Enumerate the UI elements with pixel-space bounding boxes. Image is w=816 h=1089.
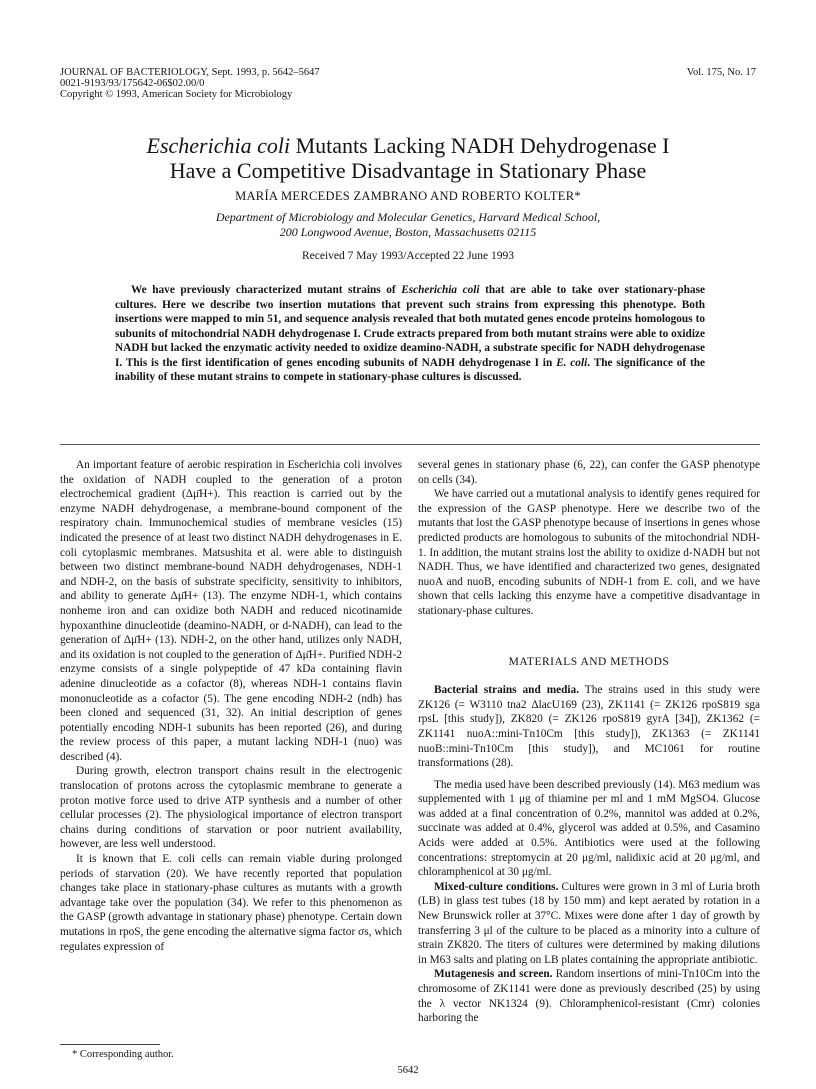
- footnote-divider: [60, 1044, 160, 1045]
- mutagenesis-subheading: Mutagenesis and screen.: [434, 968, 553, 981]
- abstract: [115, 283, 705, 385]
- mutagenesis-paragraph: [418, 967, 760, 1025]
- abstract-organism-short: E. coli: [556, 356, 588, 369]
- abstract-text-2: that are able to take over stationary-phase cultures. Here we describe two insertion mutations that prevent such strains from expressing this phenotype. Both insertions were mapped to min 51, and sequence analysis revealed that both mutated genes encode proteins homologous to subunits of mitochondrial NADH dehydrogenase I. Crude extracts prepared from both mutant strains were able to oxidize NADH but lacked the enzymatic activity needed to oxidize deamino-NADH, a substrate specific for NADH dehydrogenase I. This is the first identification of genes encoding subunits of NADH dehydrogenase I in: [115, 284, 705, 369]
- copyright-line: Copyright © 1993, American Society for Microbiology: [60, 89, 293, 100]
- mixed-culture-subheading: Mixed-culture conditions.: [434, 880, 559, 893]
- abstract-divider: [60, 444, 760, 445]
- right-column: [418, 458, 760, 1026]
- page-number: 5642: [397, 1065, 419, 1076]
- abstract-text-1: We have previously characterized mutant strains of: [131, 284, 402, 296]
- mixed-culture-text: Cultures were grown in 3 ml of Luria broth (LB) in glass test tubes (18 by 150 mm) and kept aerated by rotation in a New Brunswick roller at 37°C. Mixes were done after 1 day of growth by transferring 3 μl of the culture to be placed as a minority into a culture of strain ZK820. The titers of cultures were determined by making dilutions in M63 salts and plating on LB plates containing the appropriate antibiotic.: [418, 880, 760, 966]
- mutagenesis-text: Random insertions of mini-Tn10Cm into the chromosome of ZK1141 were done as previously described (25) by using the λ vector NK1324 (9). Chloramphenicol-resistant (Cmr) colonies harboring the: [418, 968, 760, 1025]
- affiliation-line1: Department of Microbiology and Molecular Genetics, Harvard Medical School,: [215, 210, 601, 224]
- affiliation-line2: 200 Longwood Avenue, Boston, Massachusetts 02115: [279, 224, 537, 239]
- strains-text: The strains used in this study were ZK126 (= W3110 tna2 ΔlacU169 (23), ZK1141 (= ZK126 rpoS819 sga rpsL [this study]), ZK820 (= ZK126 rpoS819 gyrA [34]), ZK1362 (= ZK1141 nuoA::mini-Tn10Cm [this study]), ZK1363 (= ZK1141 nuoB::mini-Tn10Cm [this study]), and MC1061 for routine transformations (28).: [418, 684, 760, 770]
- abstract-text-3: . The significance of the inability of these mutant strains to compete in stationary-phase cultures is discussed.: [115, 356, 706, 383]
- intro-paragraph-1: An important feature of aerobic respiration in Escherichia coli involves the oxidation of NADH coupled to the generation of a proton electrochemical gradient (Δμ̄H+). This reaction is carried out by the enzyme NADH dehydrogenase, a membrane-bound component of the respiratory chain. Immunochemical studies of membrane vesicles (15) indicated the presence of at least two distinct NADH dehydrogenases in E. coli cytoplasmic membranes. Matsushita et al. were able to distinguish between two distinct membrane-bound NADH dehydrogenases, NDH-1 and NDH-2, on the basis of substrate specificity, sensitivity to inhibitors, and ability to generate Δμ̄H+ (13). The enzyme NDH-1, which contains nonheme iron and can oxidize both NADH and reduced nicotinamide hypoxanthine dinucleotide (deamino-NADH, or d-NADH), can lead to the generation of Δμ̄H+ (13). NDH-2, on the other hand, utilizes only NADH, and its oxidation is not coupled to the generation of Δμ̄H+. Purified NDH-2 enzyme consists of a single polypeptide of 47 kDa containing flavin adenine dinucleotide as a cofactor (8), whereas NDH-1 contains flavin mononucleotide as a cofactor (5). The gene encoding NDH-2 (ndh) has been cloned and sequenced (31, 32). An initial description of genes potentially encoding NDH-1 subunits has been reported (26), and during the review process of this paper, a mutant lacking NDH-1 (nuo) was described (4).: [60, 459, 402, 763]
- mixed-culture-paragraph: [418, 880, 760, 968]
- section-heading: MATERIALS AND METHODS: [508, 655, 670, 668]
- journal-line: JOURNAL OF BACTERIOLOGY, Sept. 1993, p. 5642–5647: [60, 67, 320, 78]
- strains-subheading: Bacterial strains and media.: [434, 684, 580, 697]
- volume-issue: Vol. 175, No. 17: [686, 67, 756, 78]
- left-column: [60, 458, 402, 954]
- title-line1: Mutants Lacking NADH Dehydrogenase I: [290, 133, 670, 158]
- issn-line: 0021-9193/93/175642-06$02.00/0: [60, 78, 205, 89]
- intro-continued: several genes in stationary phase (6, 22), can confer the GASP phenotype on cells (34).: [418, 459, 760, 486]
- media-paragraph: The media used have been described previously (14). M63 medium was supplemented with 1 μg of thiamine per ml and 1 mM MgSO4. Glucose was added at a final concentration of 0.2%, mannitol was added at 0.2%, succinate was added at 0.4%, glycerol was added at 0.5%, and Casamino Acids were added at 0.5%. Antibiotics were used at the following concentrations: streptomycin at 20 μg/ml, nalidixic acid at 20 μg/ml, and chloramphenicol at 30 μg/ml.: [418, 778, 760, 879]
- strains-paragraph: [418, 683, 760, 771]
- title-organism: Escherichia coli: [146, 133, 291, 158]
- title-line2: Have a Competitive Disadvantage in Stationary Phase: [169, 158, 647, 183]
- article-title: [40, 133, 776, 183]
- received-dates: Received 7 May 1993/Accepted 22 June 1993: [301, 250, 515, 262]
- intro-paragraph-3: It is known that E. coli cells can remain viable during prolonged periods of starvation (20). We have recently reported that population changes take place in stationary-phase cultures as mutants with a growth advantage take over the population (34). We refer to this phenomenon as the GASP (growth advantage in stationary phase) phenotype. Certain down mutations in rpoS, the gene encoding the alternative sigma factor σs, which regulates expression of: [60, 853, 402, 953]
- intro-paragraph-2: During growth, electron transport chains result in the electrogenic translocation of protons across the cytoplasmic membrane to generate a proton motive force used to drive ATP synthesis and a number of other cellular processes (2). The physiological importance of electron transport chains during conditions of starvation or poor nutrient availability, however, are less well understood.: [60, 765, 402, 851]
- footnote: * Corresponding author.: [72, 1049, 174, 1060]
- authors: MARÍA MERCEDES ZAMBRANO AND ROBERTO KOLTER*: [235, 189, 581, 203]
- affiliation: [40, 210, 776, 239]
- abstract-organism: Escherichia coli: [401, 284, 480, 296]
- intro-paragraph-4: We have carried out a mutational analysis to identify genes required for the expression of the GASP phenotype. Here we describe two of the mutants that lost the GASP phenotype because of insertions in genes whose predicted products are homologous to subunits of the mitochondrial NDH-1. In addition, the mutant strains lost the ability to oxidize d-NADH but not NADH. Thus, we have identified and characterized two genes, designated nuoA and nuoB, encoding subunits of NDH-1 from E. coli, and we have shown that cells lacking this enzyme have a competitive disadvantage in stationary-phase cultures.: [418, 488, 760, 617]
